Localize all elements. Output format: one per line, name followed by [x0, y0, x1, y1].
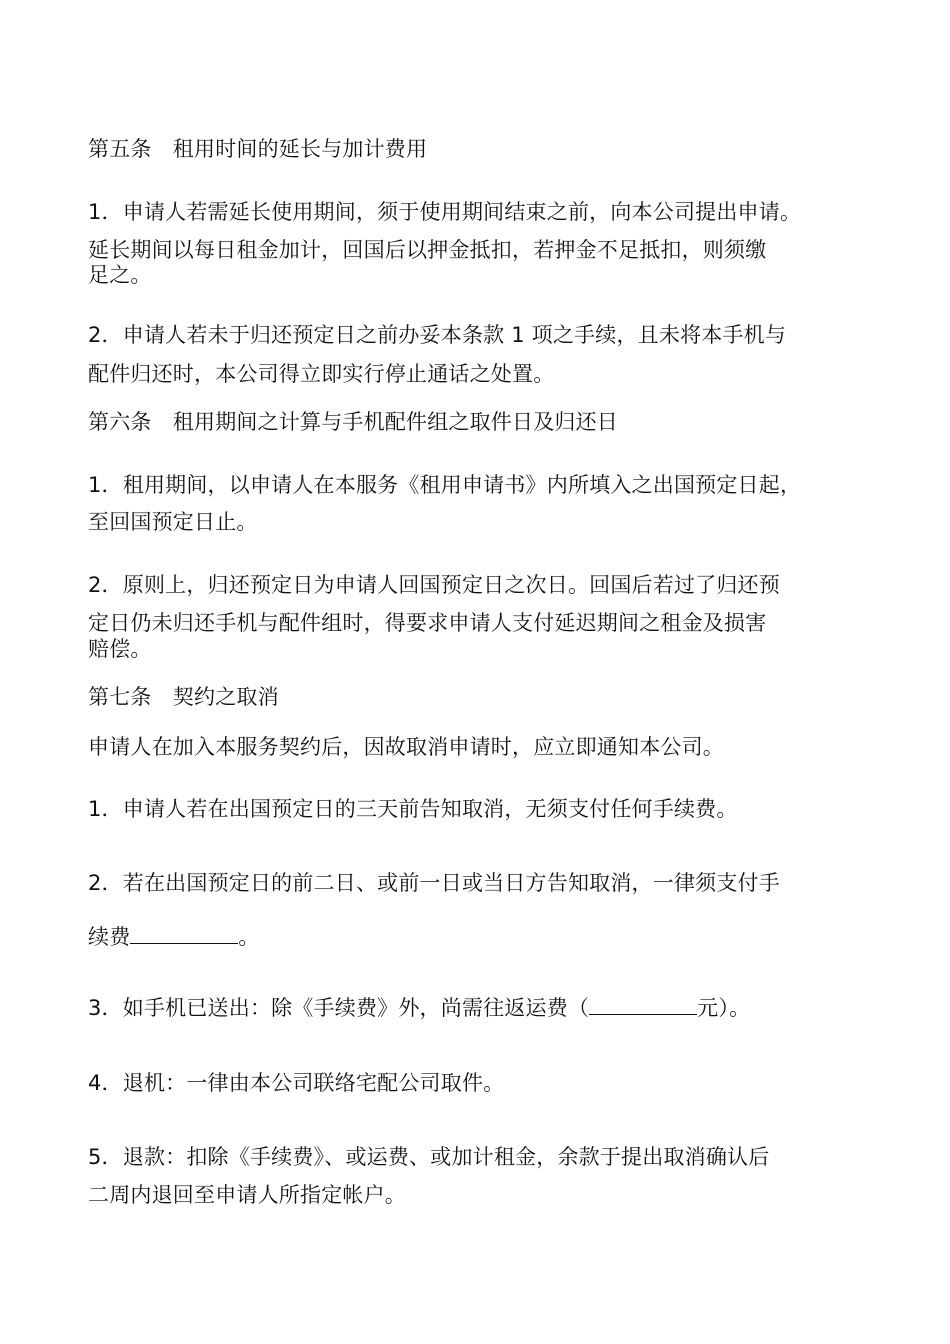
article7-item2-line1: 2．若在出国预定日的前二日、或前一日或当日方告知取消，一律须支付手 — [88, 871, 780, 895]
article6-item2-line3: 赔偿。 — [88, 637, 152, 661]
fee-suffix: 。 — [238, 925, 260, 949]
article7-item3 — [88, 995, 750, 1021]
article5-item1-line1: 1．申请人若需延长使用期间，须于使用期间结束之前，向本公司提出申请。 — [88, 200, 802, 224]
article7-intro: 申请人在加入本服务契约后，因故取消申请时，应立即通知本公司。 — [88, 735, 724, 759]
article6-item1-line1: 1．租用期间，以申请人在本服务《租用申请书》内所填入之出国预定日起， — [88, 473, 802, 497]
article7-item5-line1: 5．退款：扣除《手续费》、或运费、或加计租金，余款于提出取消确认后 — [88, 1145, 770, 1169]
shipping-fee-blank-field[interactable] — [589, 996, 697, 1015]
article7-item5-line2: 二周内退回至申请人所指定帐户。 — [88, 1183, 406, 1207]
article7-item4: 4．退机：一律由本公司联络宅配公司取件。 — [88, 1071, 505, 1095]
article5-item1-line3: 足之。 — [88, 263, 152, 287]
article6-item1-line2: 至回国预定日止。 — [88, 510, 258, 534]
article7-heading: 第七条 契约之取消 — [88, 685, 279, 709]
article7-item2-line2 — [88, 924, 260, 950]
shipping-label: 3．如手机已送出：除《手续费》外，尚需往返运费（ — [88, 996, 590, 1020]
article7-item1: 1．申请人若在出国预定日的三天前告知取消，无须支付任何手续费。 — [88, 797, 738, 821]
article5-item2-line1: 2．申请人若未于归还预定日之前办妥本条款 1 项之手续，且未将本手机与 — [88, 323, 787, 347]
article6-item2-line1: 2．原则上，归还预定日为申请人回国预定日之次日。回国后若过了归还预 — [88, 573, 780, 597]
article5-item1-line2: 延长期间以每日租金加计，回国后以押金抵扣，若押金不足抵扣，则须缴 — [88, 238, 767, 262]
article6-item2-line2: 定日仍未归还手机与配件组时，得要求申请人支付延迟期间之租金及损害 — [88, 611, 767, 635]
article6-heading: 第六条 租用期间之计算与手机配件组之取件日及归还日 — [88, 410, 618, 434]
fee-label: 续费 — [88, 925, 131, 949]
article5-heading: 第五条 租用时间的延长与加计费用 — [88, 137, 428, 161]
fee-blank-field[interactable] — [130, 925, 238, 944]
article5-item2-line2: 配件归还时，本公司得立即实行停止通话之处置。 — [88, 362, 555, 386]
shipping-suffix: 元）。 — [697, 996, 751, 1020]
